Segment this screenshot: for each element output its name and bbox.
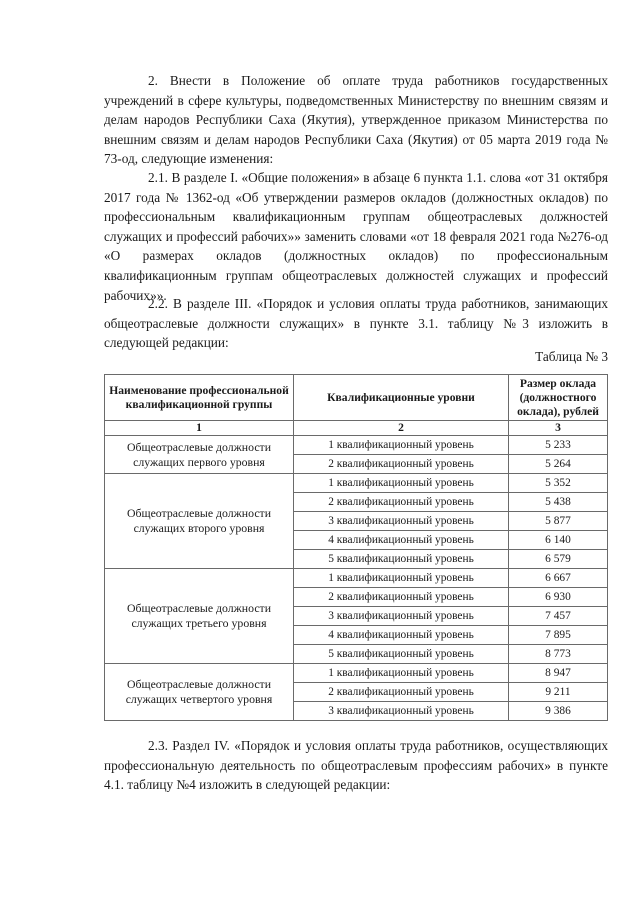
header-group: Наименование профессиональной квалификационной группы	[105, 375, 294, 421]
group-name-cell: Общеотраслевые должности служащих первого уровня	[105, 436, 294, 474]
header-salary: Размер оклада (должностного оклада), рублей	[509, 375, 608, 421]
level-cell: 4 квалификационный уровень	[294, 626, 509, 645]
salary-amount-cell: 5 264	[509, 455, 608, 474]
table-header-row	[105, 375, 608, 421]
level-cell: 2 квалификационный уровень	[294, 493, 509, 512]
salary-amount-cell: 9 386	[509, 702, 608, 721]
level-cell: 2 квалификационный уровень	[294, 588, 509, 607]
header-levels: Квалификационные уровни	[294, 375, 509, 421]
table-row	[105, 474, 608, 493]
paragraph-2-2: 2.2. В разделе III. «Порядок и условия оплаты труда работников, занимающих общеотраслевые должности служащих» в пункте 3.1. таблицу №3 изложить в следующей редакции:	[104, 296, 608, 351]
column-number: 2	[294, 421, 509, 436]
salary-amount-cell: 6 930	[509, 588, 608, 607]
salary-amount-cell: 7 457	[509, 607, 608, 626]
level-cell: 1 квалификационный уровень	[294, 436, 509, 455]
level-cell: 1 квалификационный уровень	[294, 569, 509, 588]
salary-amount-cell: 7 895	[509, 626, 608, 645]
salary-amount-cell: 9 211	[509, 683, 608, 702]
level-cell: 3 квалификационный уровень	[294, 607, 509, 626]
column-number-row	[105, 421, 608, 436]
level-cell: 3 квалификационный уровень	[294, 512, 509, 531]
salary-amount-cell: 8 947	[509, 664, 608, 683]
salary-amount-cell: 6 140	[509, 531, 608, 550]
level-cell: 2 квалификационный уровень	[294, 455, 509, 474]
level-cell: 5 квалификационный уровень	[294, 550, 509, 569]
table-row	[105, 569, 608, 588]
group-name-cell: Общеотраслевые должности служащих третьего уровня	[105, 569, 294, 664]
level-cell: 2 квалификационный уровень	[294, 683, 509, 702]
level-cell: 3 квалификационный уровень	[294, 702, 509, 721]
column-number: 1	[105, 421, 294, 436]
salary-amount-cell: 5 352	[509, 474, 608, 493]
salary-amount-cell: 5 438	[509, 493, 608, 512]
level-cell: 5 квалификационный уровень	[294, 645, 509, 664]
salary-amount-cell: 6 667	[509, 569, 608, 588]
salary-amount-cell: 5 877	[509, 512, 608, 531]
salary-table	[104, 374, 608, 721]
paragraph-2-3: 2.3. Раздел IV. «Порядок и условия оплаты труда работников, осуществляющих профессиональную деятельность по общеотраслевым профессиям рабочих» в пункте 4.1. таблицу №4 изложить в следующей редакции:	[104, 738, 608, 793]
level-cell: 1 квалификационный уровень	[294, 664, 509, 683]
table-body	[105, 421, 608, 721]
group-name-cell: Общеотраслевые должности служащих второго уровня	[105, 474, 294, 569]
column-number: 3	[509, 421, 608, 436]
paragraph-2: 2. Внести в Положение об оплате труда работников государственных учреждений в сфере культуры, подведомственных Министерству по внешним связям и делам народов Республики Саха (Якутия), утвержденное приказом Министерства по внешним связям и делам народов Республики Саха (Якутия) от 05 марта 2019 года № 73-од, следующие изменения:	[104, 73, 608, 167]
salary-amount-cell: 6 579	[509, 550, 608, 569]
table-row	[105, 436, 608, 455]
salary-amount-cell: 5 233	[509, 436, 608, 455]
group-name-cell: Общеотраслевые должности служащих четвертого уровня	[105, 664, 294, 721]
level-cell: 1 квалификационный уровень	[294, 474, 509, 493]
table-caption: Таблица № 3	[535, 349, 608, 364]
salary-amount-cell: 8 773	[509, 645, 608, 664]
table-row	[105, 664, 608, 683]
paragraph-2-1: 2.1. В разделе I. «Общие положения» в абзаце 6 пункта 1.1. слова «от 31 октября 2017 года № 1362-од «Об утверждении размеров окладов (должностных окладов) по профессиональным квалификационным группам общеотраслевых должностей служащих и профессий рабочих»» заменить словами «от 18 февраля 2021 года №276-од «О размерах окладов (должностных окладов) по профессиональным квалификационным группам общеотраслевых должностей служащих и профессий рабочих»».	[104, 170, 608, 303]
level-cell: 4 квалификационный уровень	[294, 531, 509, 550]
